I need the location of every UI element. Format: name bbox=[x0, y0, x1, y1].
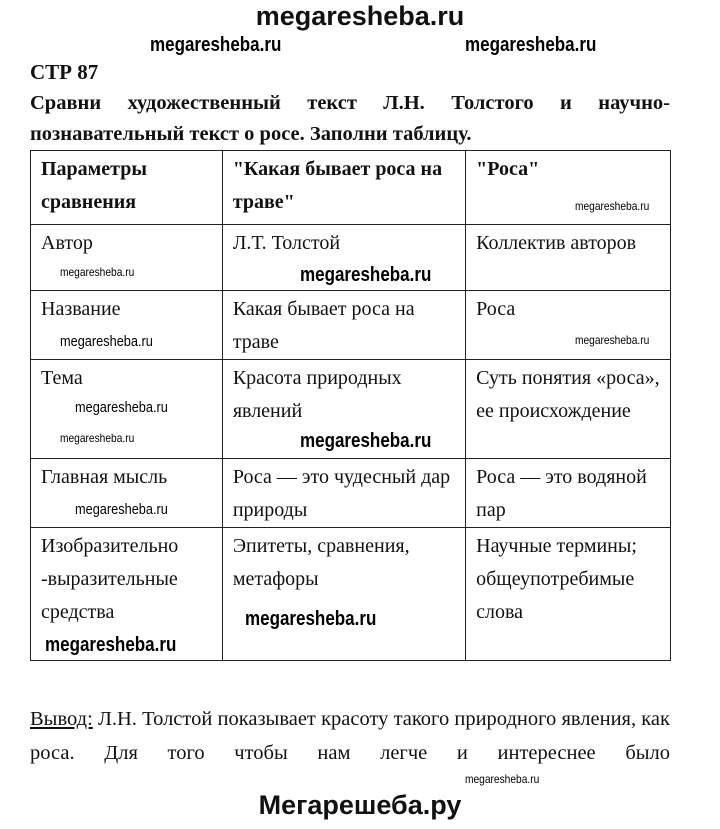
table-cell: Роса — это водяной пар bbox=[466, 459, 671, 528]
table-cell: Суть понятия «роса», ее происхождение bbox=[466, 360, 671, 459]
watermark: megaresheba.ru bbox=[245, 608, 377, 630]
header-cell: "Какая бывает роса на траве" bbox=[222, 151, 465, 225]
watermark: megaresheba.ru bbox=[150, 34, 282, 56]
table-cell: Коллектив авторов bbox=[466, 225, 671, 291]
table-cell: Изобразительно -выразительные средства bbox=[31, 528, 223, 661]
task-text: Сравни художественный текст Л.Н. Толстого и научно-познавательный текст о росе. Заполни таблицу. bbox=[30, 92, 670, 145]
table-cell: Тема bbox=[31, 360, 223, 459]
table-cell: Роса bbox=[466, 291, 671, 360]
table-cell: Название bbox=[31, 291, 223, 360]
page-number: СТР 87 bbox=[30, 60, 99, 84]
table-cell: Автор bbox=[31, 225, 223, 291]
watermark: megaresheba.ru bbox=[60, 431, 135, 445]
table-cell: Эпитеты, сравнения, метафоры bbox=[222, 528, 465, 661]
watermark: megaresheba.ru bbox=[465, 772, 540, 786]
watermark: megaresheba.ru bbox=[60, 265, 135, 279]
conclusion-label: Вывод: bbox=[30, 708, 93, 730]
header-cell: "Роса" bbox=[466, 151, 671, 225]
site-header: megaresheba.ru bbox=[255, 1, 465, 31]
watermark: megaresheba.ru bbox=[300, 430, 432, 452]
watermark: megaresheba.ru bbox=[60, 333, 153, 350]
watermark: megaresheba.ru bbox=[575, 199, 650, 213]
table-cell: Главная мысль bbox=[31, 459, 223, 528]
watermark: megaresheba.ru bbox=[300, 264, 432, 286]
table-cell: Роса — это чудесный дар природы bbox=[222, 459, 465, 528]
table-cell: Красота природных явлений bbox=[222, 360, 465, 459]
table-cell: Какая бывает роса на траве bbox=[222, 291, 465, 360]
footer-logo: Мегарешеба.ру bbox=[258, 790, 462, 820]
header-cell: Параметры сравнения bbox=[31, 151, 223, 225]
watermark: megaresheba.ru bbox=[575, 333, 650, 347]
watermark: megaresheba.ru bbox=[75, 399, 168, 416]
table-header-row bbox=[31, 151, 671, 225]
watermark: megaresheba.ru bbox=[465, 34, 597, 56]
conclusion-text: Л.Н. Толстой показывает красоту такого природного явления, как роса. Для того чтобы нам легче и интереснее было bbox=[30, 708, 670, 764]
table-cell: Научные термины; общеупотребимые слова bbox=[466, 528, 671, 661]
watermark: megaresheba.ru bbox=[75, 501, 168, 518]
table-cell: Л.Т. Толстой bbox=[222, 225, 465, 291]
conclusion bbox=[30, 702, 670, 770]
watermark: megaresheba.ru bbox=[45, 634, 177, 656]
